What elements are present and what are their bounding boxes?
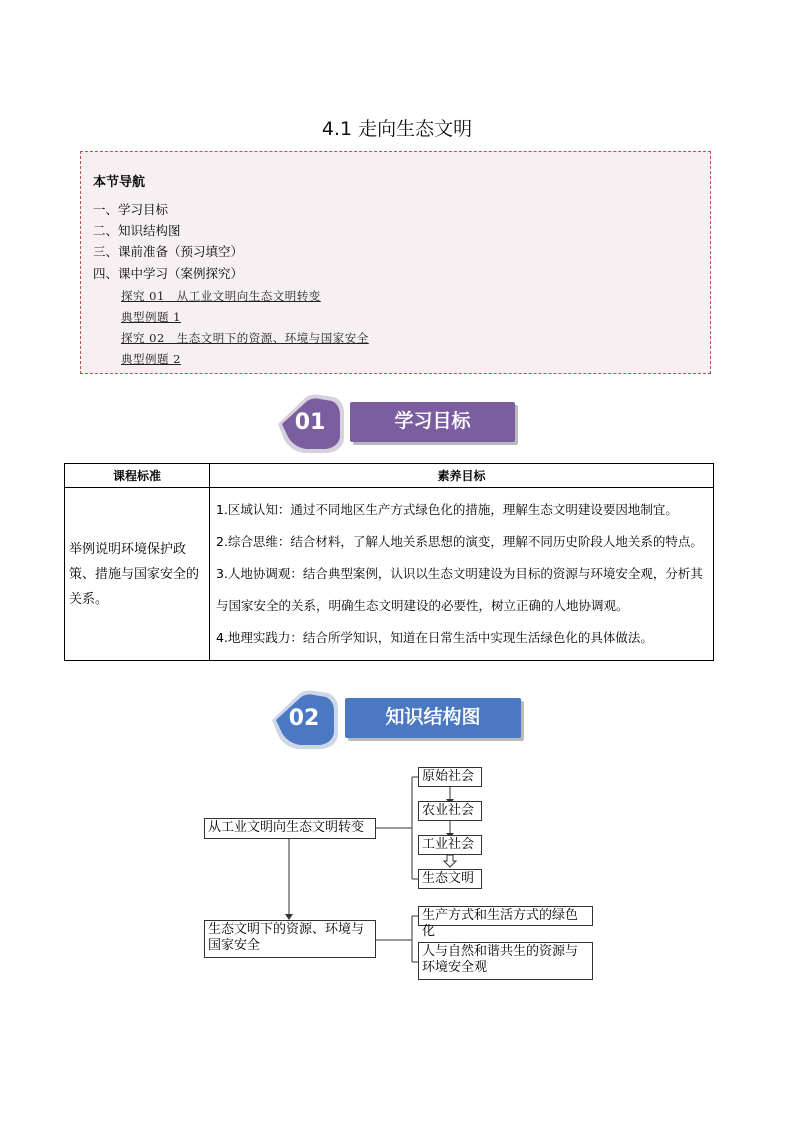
- nav-heading: 本节导航: [93, 175, 146, 190]
- nav-link-example-2[interactable]: 典型例题 2: [121, 352, 181, 366]
- mindmap-node-transition: 从工业文明向生态文明转变: [204, 818, 376, 839]
- nav-item-preparation[interactable]: 三、课前准备（预习填空）: [93, 244, 244, 259]
- nav-link-explore-01[interactable]: 探究 01 从工业文明向生态文明转变: [121, 289, 321, 303]
- goal-item: 2.综合思维：结合材料，了解人地关系思想的演变，理解不同历史阶段人地关系的特点。: [216, 534, 703, 549]
- nav-item-structure[interactable]: 二、知识结构图: [93, 223, 181, 238]
- section-02-number: 02: [288, 706, 320, 731]
- mindmap-stage-industrial: 工业社会: [418, 835, 482, 855]
- mindmap-stage-agricultural: 农业社会: [418, 801, 482, 821]
- header-standard: 课程标准: [65, 464, 210, 488]
- header-goals: 素养目标: [210, 464, 714, 488]
- mindmap-branch-green: 生产方式和生活方式的绿色化: [418, 906, 593, 926]
- section-01-banner: 学习目标: [350, 402, 515, 442]
- page-title: 4.1 走向生态文明: [321, 118, 473, 140]
- section-01-number: 01: [294, 410, 326, 435]
- nav-link-example-1[interactable]: 典型例题 1: [121, 310, 181, 324]
- mindmap-stage-ecological: 生态文明: [418, 869, 482, 889]
- section-02-banner: 知识结构图: [345, 698, 521, 738]
- mindmap-node-security: 生态文明下的资源、环境与国家安全: [204, 920, 376, 958]
- nav-item-study[interactable]: 四、课中学习（案例探究）: [93, 266, 244, 281]
- goal-item: 1.区域认知：通过不同地区生产方式绿色化的措施，理解生态文明建设要因地制宜。: [216, 502, 678, 517]
- mindmap-branch-security-view: 人与自然和谐共生的资源与环境安全观: [418, 942, 593, 980]
- course-standard-cell: 举例说明环境保护政策、措施与国家安全的关系。: [65, 488, 210, 661]
- goal-item: 4.地理实践力：结合所学知识，知道在日常生活中实现生活绿色化的具体做法。: [216, 630, 653, 645]
- mindmap-stage-primitive: 原始社会: [418, 767, 482, 787]
- nav-link-explore-02[interactable]: 探究 02 生态文明下的资源、环境与国家安全: [121, 331, 369, 345]
- goal-item: 3.人地协调观：结合典型案例，认识以生态文明建设为目标的资源与环境安全观，分析其与国家安全的关系，明确生态文明建设的必要性，树立正确的人地协调观。: [216, 566, 703, 613]
- nav-item-goals[interactable]: 一、学习目标: [93, 202, 169, 217]
